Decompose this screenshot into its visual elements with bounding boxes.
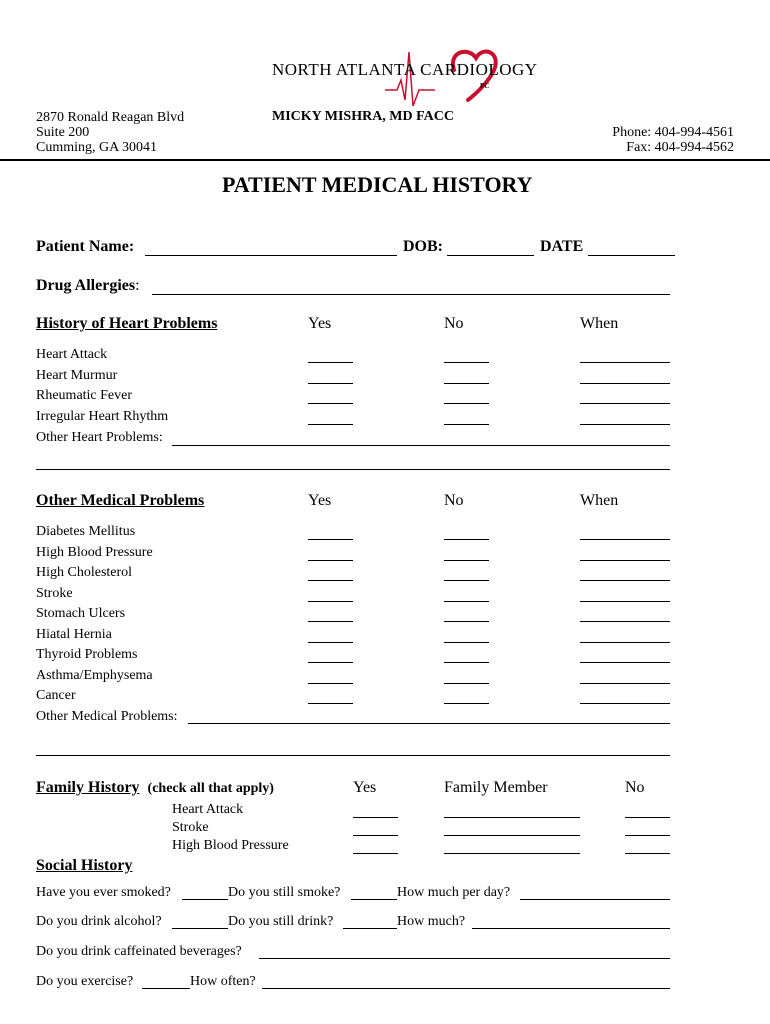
medical-yes-field[interactable] [308, 580, 353, 581]
medical-when-field[interactable] [580, 621, 670, 622]
address-line-3: Cumming, GA 30041 [36, 140, 157, 155]
heart-yes-field[interactable] [308, 424, 353, 425]
medical-no-field[interactable] [444, 539, 489, 540]
medical-col-when: When [580, 492, 619, 509]
family-yes-field[interactable] [353, 835, 398, 836]
per-day-field[interactable] [520, 899, 670, 900]
heart-other-label: Other Heart Problems: [36, 430, 163, 445]
heart-yes-field[interactable] [308, 403, 353, 404]
heart-yes-field[interactable] [308, 383, 353, 384]
date-field[interactable] [588, 255, 675, 256]
family-col-no: No [625, 779, 645, 796]
family-yes-field[interactable] [353, 817, 398, 818]
heart-item-label: Rheumatic Fever [36, 388, 133, 403]
heart-when-field[interactable] [580, 424, 670, 425]
heart-item-label: Heart Attack [36, 347, 108, 362]
medical-col-no: No [444, 492, 464, 509]
drug-allergies-text: Drug Allergies [36, 277, 136, 294]
medical-yes-field[interactable] [308, 662, 353, 663]
family-item-label: Heart Attack [172, 802, 244, 817]
address-line-2: Suite 200 [36, 125, 90, 140]
family-yes-field[interactable] [353, 853, 398, 854]
still-smoke-field[interactable] [351, 899, 397, 900]
family-no-field[interactable] [625, 817, 670, 818]
date-label: DATE [540, 238, 584, 255]
medical-no-field[interactable] [444, 560, 489, 561]
family-member-field[interactable] [444, 835, 580, 836]
medical-when-field[interactable] [580, 539, 670, 540]
medical-when-field[interactable] [580, 560, 670, 561]
patient-name-label: Patient Name: [36, 238, 135, 255]
family-col-yes: Yes [353, 779, 377, 796]
how-much-field[interactable] [472, 928, 670, 929]
medical-item-label: Stomach Ulcers [36, 606, 126, 621]
medical-when-field[interactable] [580, 662, 670, 663]
medical-yes-field[interactable] [308, 539, 353, 540]
medical-when-field[interactable] [580, 683, 670, 684]
exercise-field[interactable] [142, 988, 190, 989]
medical-item-label: Cancer [36, 688, 76, 703]
fax: Fax: 404-994-4562 [626, 140, 734, 155]
caffeine-label: Do you drink caffeinated beverages? [36, 944, 242, 959]
family-item-label: Stroke [172, 820, 209, 835]
doctor-name: MICKY MISHRA, MD FACC [272, 109, 454, 124]
medical-item-label: Diabetes Mellitus [36, 524, 136, 539]
family-no-field[interactable] [625, 835, 670, 836]
medical-item-label: Hiatal Hernia [36, 626, 112, 642]
dob-label: DOB: [403, 238, 443, 255]
social-heading: Social History [36, 857, 133, 874]
heart-other-field[interactable] [172, 445, 670, 446]
medical-no-field[interactable] [444, 662, 489, 663]
medical-no-field[interactable] [444, 683, 489, 684]
heart-no-field[interactable] [444, 362, 489, 363]
medical-other-label: Other Medical Problems: [36, 709, 178, 724]
heart-col-yes: Yes [308, 315, 332, 332]
heart-other-field-2[interactable] [36, 469, 670, 470]
alcohol-field[interactable] [172, 928, 228, 929]
medical-yes-field[interactable] [308, 560, 353, 561]
medical-no-field[interactable] [444, 703, 489, 704]
heart-heading: History of Heart Problems [36, 315, 218, 332]
medical-when-field[interactable] [580, 703, 670, 704]
medical-no-field[interactable] [444, 580, 489, 581]
dob-field[interactable] [447, 255, 534, 256]
phone: Phone: 404-994-4561 [612, 125, 734, 140]
heart-item-label: Irregular Heart Rhythm [36, 408, 169, 424]
logo-suffix: PC [480, 82, 490, 90]
medical-no-field[interactable] [444, 621, 489, 622]
medical-other-field-2[interactable] [36, 755, 670, 756]
medical-no-field[interactable] [444, 601, 489, 602]
still-smoke-label: Do you still smoke? [228, 885, 341, 900]
family-note: (check all that apply) [147, 781, 274, 796]
alcohol-label: Do you drink alcohol? [36, 914, 162, 929]
medical-item-label: Asthma/Emphysema [36, 667, 153, 683]
heart-when-field[interactable] [580, 362, 670, 363]
medical-yes-field[interactable] [308, 703, 353, 704]
how-often-label: How often? [190, 974, 256, 989]
heart-no-field[interactable] [444, 403, 489, 404]
medical-other-field[interactable] [188, 723, 670, 724]
header-divider [0, 159, 770, 161]
family-member-field[interactable] [444, 853, 580, 854]
medical-no-field[interactable] [444, 642, 489, 643]
address-line-1: 2870 Ronald Reagan Blvd [36, 110, 185, 125]
medical-when-field[interactable] [580, 601, 670, 602]
how-often-field[interactable] [262, 988, 670, 989]
heart-when-field[interactable] [580, 403, 670, 404]
drug-allergies-label: Drug Allergies: [36, 277, 140, 294]
heart-item-label: Heart Murmur [36, 367, 118, 383]
family-col-member: Family Member [444, 779, 548, 796]
heart-when-field[interactable] [580, 383, 670, 384]
drug-allergies-field[interactable] [152, 294, 670, 295]
heart-no-field[interactable] [444, 424, 489, 425]
medical-item-label: Stroke [36, 585, 73, 601]
logo-text [272, 60, 538, 80]
how-much-label: How much? [397, 914, 466, 929]
medical-when-field[interactable] [580, 642, 670, 643]
family-member-field[interactable] [444, 817, 580, 818]
heart-col-when: When [580, 315, 619, 332]
medical-item-label: Thyroid Problems [36, 647, 138, 662]
heart-col-no: No [444, 315, 464, 332]
still-drink-field[interactable] [343, 928, 397, 929]
heart-yes-field[interactable] [308, 362, 353, 363]
family-item-label: High Blood Pressure [172, 838, 289, 853]
still-drink-label: Do you still drink? [228, 914, 334, 929]
smoked-field[interactable] [182, 899, 228, 900]
logo-name: NORTH ATLANTA CARDIOLOGY [272, 60, 538, 79]
medical-yes-field[interactable] [308, 621, 353, 622]
smoked-label: Have you ever smoked? [36, 885, 171, 900]
caffeine-field[interactable] [259, 958, 670, 959]
exercise-label: Do you exercise? [36, 974, 134, 989]
patient-name-field[interactable] [145, 255, 397, 256]
medical-when-field[interactable] [580, 580, 670, 581]
family-no-field[interactable] [625, 853, 670, 854]
heart-no-field[interactable] [444, 383, 489, 384]
page-title: PATIENT MEDICAL HISTORY [222, 172, 533, 197]
medical-yes-field[interactable] [308, 601, 353, 602]
medical-heading: Other Medical Problems [36, 492, 205, 509]
medical-col-yes: Yes [308, 492, 332, 509]
medical-yes-field[interactable] [308, 642, 353, 643]
family-heading-row [36, 779, 274, 797]
family-heading: Family History [36, 779, 140, 796]
per-day-label: How much per day? [397, 885, 511, 900]
medical-item-label: High Cholesterol [36, 565, 133, 580]
medical-item-label: High Blood Pressure [36, 544, 153, 560]
medical-yes-field[interactable] [308, 683, 353, 684]
